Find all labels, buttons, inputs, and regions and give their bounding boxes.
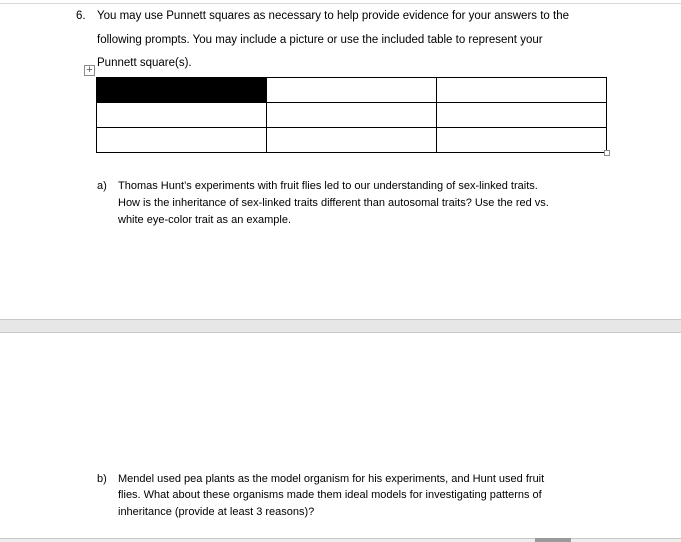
part-a-text-line: How is the inheritance of sex-linked traits different than autosomal traits? Use the red vs. xyxy=(118,197,549,209)
question-text-line: You may use Punnett squares as necessary to help provide evidence for your answers to the xyxy=(97,10,569,22)
table-cell[interactable] xyxy=(437,128,607,153)
part-b-marker: b) xyxy=(97,473,107,485)
table-row xyxy=(97,103,607,128)
table-cell[interactable] xyxy=(267,103,437,128)
page-break-gap xyxy=(0,319,681,333)
table-row xyxy=(97,128,607,153)
part-a-marker: a) xyxy=(97,180,107,192)
table-row xyxy=(97,78,607,103)
punnett-square-table xyxy=(96,77,607,153)
table-cell[interactable] xyxy=(97,78,267,103)
part-b-text-line: flies. What about these organisms made them ideal models for investigating patterns of xyxy=(118,489,542,501)
part-a-text-line: Thomas Hunt’s experiments with fruit flies led to our understanding of sex-linked traits. xyxy=(118,180,538,192)
question-text-line: following prompts. You may include a picture or use the included table to represent your xyxy=(97,34,543,46)
page-top-edge xyxy=(0,0,681,4)
table-cell[interactable] xyxy=(267,78,437,103)
table-resize-handle[interactable] xyxy=(604,150,610,156)
scrollbar-thumb[interactable] xyxy=(535,538,571,542)
table-cell[interactable] xyxy=(97,103,267,128)
table-cell[interactable] xyxy=(97,128,267,153)
question-number: 6. xyxy=(76,10,86,22)
table-cell[interactable] xyxy=(437,78,607,103)
horizontal-scrollbar[interactable] xyxy=(0,538,681,542)
table-cell[interactable] xyxy=(437,103,607,128)
part-b-text-line: inheritance (provide at least 3 reasons)? xyxy=(118,506,315,518)
table-move-handle-icon[interactable]: + xyxy=(84,65,95,76)
part-a-text-line: white eye-color trait as an example. xyxy=(118,214,292,226)
table-cell[interactable] xyxy=(267,128,437,153)
part-b-text-line: Mendel used pea plants as the model organism for his experiments, and Hunt used fruit xyxy=(118,473,545,485)
question-text-line: Punnett square(s). xyxy=(97,57,192,69)
